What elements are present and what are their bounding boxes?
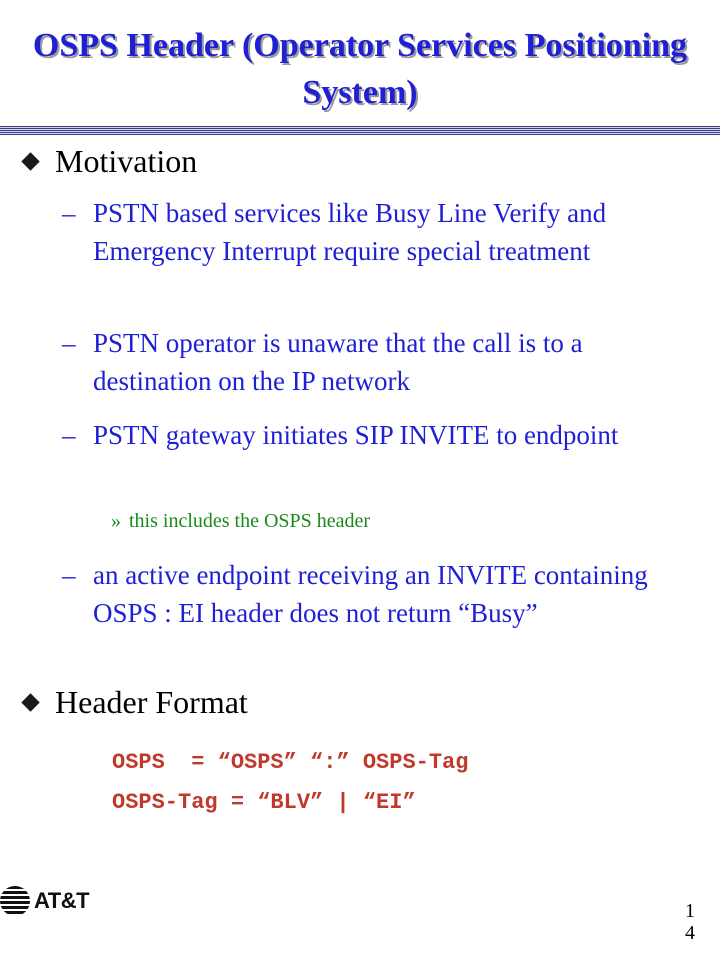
diamond-bullet-icon <box>21 152 39 170</box>
slide-title-line-2: System) <box>302 74 418 111</box>
code-line-2: OSPS-Tag = “BLV” | “EI” <box>112 790 416 815</box>
att-logo <box>0 886 89 916</box>
bullet-motivation <box>20 143 197 180</box>
motivation-item-1 <box>62 194 702 270</box>
sub-note <box>111 510 370 533</box>
bullet-header-format-label: Header Format <box>55 684 248 720</box>
dash-marker: – <box>62 328 76 358</box>
slide-title <box>0 22 720 116</box>
dash-marker: – <box>62 198 76 228</box>
motivation-item-1-text: PSTN based services like Busy Line Verify and Emergency Interrupt require special treatment <box>93 198 607 266</box>
bullet-header-format <box>20 684 248 721</box>
bullet-motivation-label: Motivation <box>55 143 198 179</box>
att-globe-icon <box>0 886 30 916</box>
code-line-1: OSPS = “OSPS” “:” OSPS-Tag <box>112 750 469 775</box>
motivation-item-2 <box>62 324 702 400</box>
dash-marker: – <box>62 420 76 450</box>
diamond-bullet-icon <box>21 693 39 711</box>
page-number <box>682 900 698 944</box>
motivation-item-2-text: PSTN operator is unaware that the call is to a destination on the IP network <box>93 328 583 396</box>
dash-marker: – <box>62 560 76 590</box>
motivation-item-3-text: PSTN gateway initiates SIP INVITE to endpoint <box>93 420 619 450</box>
sub-note-text: this includes the OSPS header <box>129 510 371 532</box>
att-logo-text: AT&T <box>34 888 90 913</box>
page-number-digit-2: 4 <box>685 922 695 944</box>
motivation-item-4-text: an active endpoint receiving an INVITE containing OSPS : EI header does not return “Busy” <box>93 560 648 628</box>
motivation-item-4 <box>62 556 702 632</box>
slide-title-line-1: OSPS Header (Operator Services Positioning <box>32 27 688 64</box>
motivation-item-3 <box>62 416 702 454</box>
sub-note-marker: » <box>111 510 121 532</box>
title-divider <box>0 126 720 135</box>
page-number-digit-1: 1 <box>685 900 695 922</box>
